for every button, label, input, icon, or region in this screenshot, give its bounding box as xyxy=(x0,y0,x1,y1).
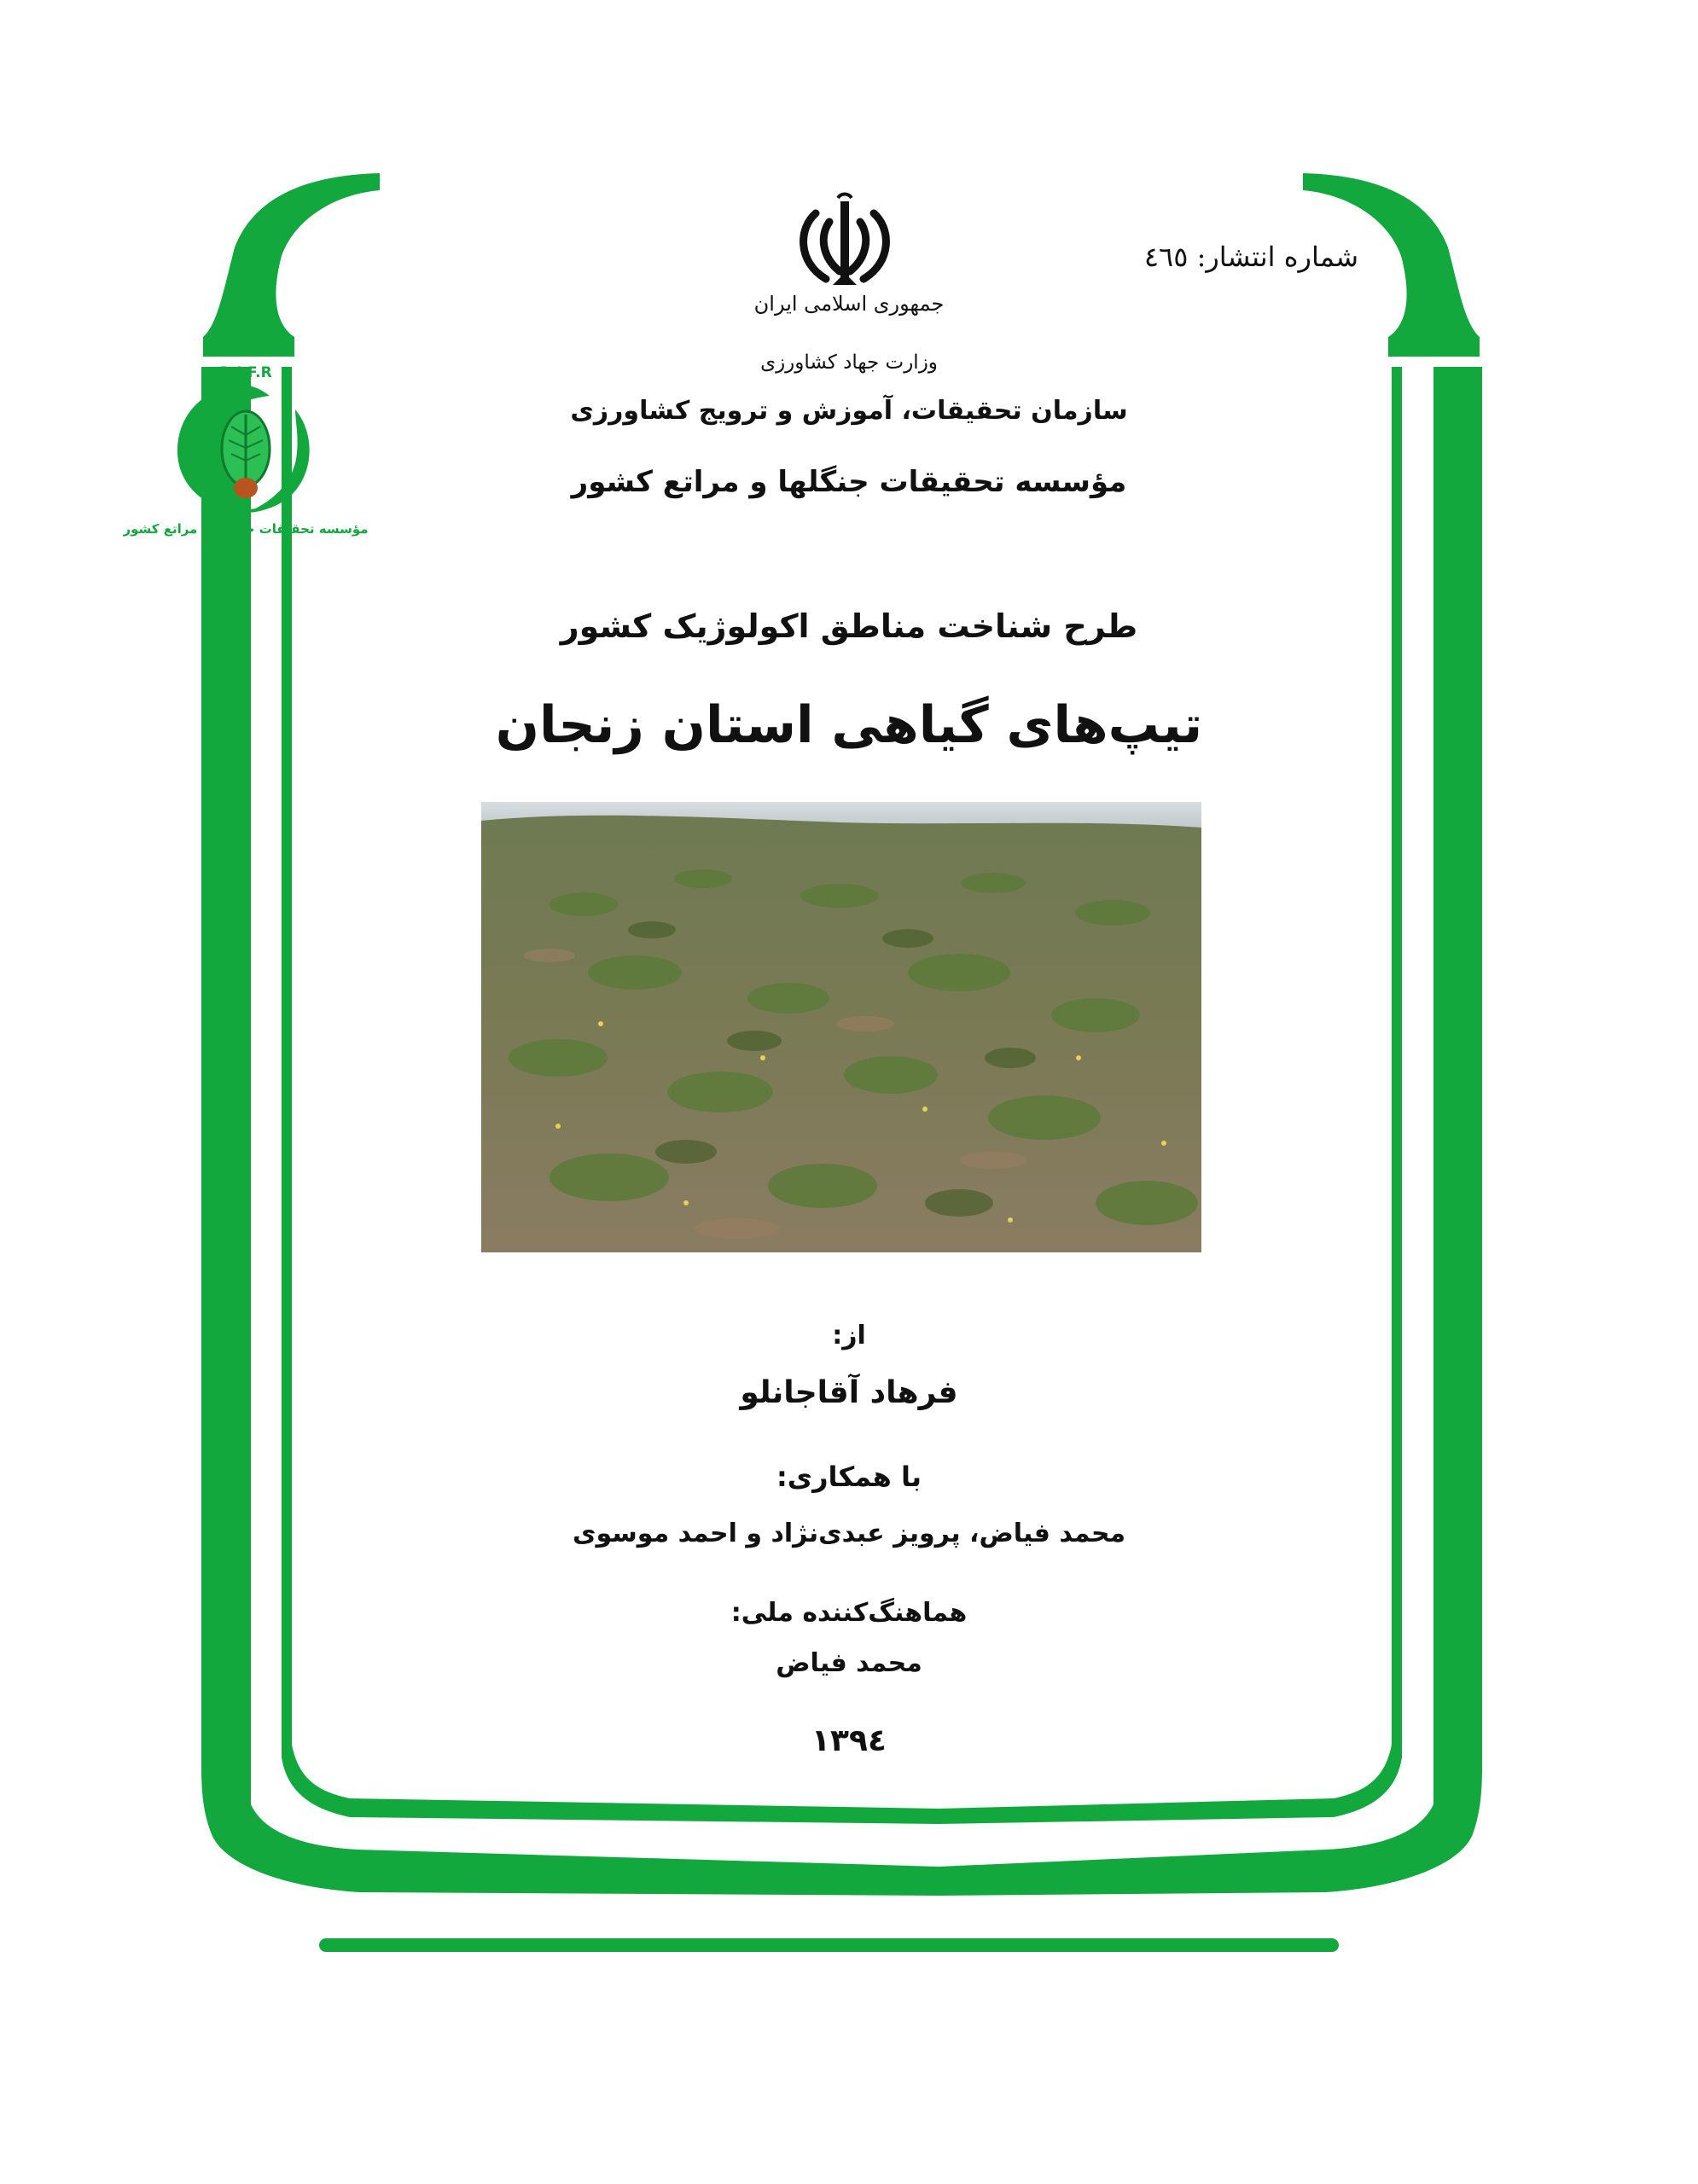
collaboration-label: با همکاری: xyxy=(776,1461,922,1493)
project-title: طرح شناخت مناطق اکولوژیک کشور xyxy=(560,607,1138,645)
author-name: فرهاد آقاجانلو xyxy=(740,1375,958,1410)
rifr-abbrev: R.I.F.R xyxy=(219,364,272,381)
rifr-leaf-logo xyxy=(123,358,369,548)
coordinator-label: هماهنگ‌کننده ملی: xyxy=(730,1598,968,1628)
by-label: از: xyxy=(832,1321,866,1350)
country-name: جمهوری اسلامی ایران xyxy=(753,292,945,316)
coordinator-name: محمد فیاض xyxy=(776,1648,922,1678)
collaborators-names: محمد فیاض، پرویز عبدی‌نژاد و احمد موسوی xyxy=(572,1519,1126,1548)
rifr-caption: مؤسسه تحقیقات جنگلها و مراتع کشور xyxy=(123,521,369,537)
institute-name: مؤسسه تحقیقات جنگلها و مراتع کشور xyxy=(571,465,1127,499)
publication-year: ١٣٩٤ xyxy=(811,1723,887,1758)
organization-name: سازمان تحقیقات، آموزش و ترویج کشاورزی xyxy=(570,396,1128,426)
ministry-name: وزارت جهاد کشاورزی xyxy=(760,351,938,374)
publication-number: شماره انتشار: ٤٦٥ xyxy=(1143,241,1358,273)
rangeland-photo xyxy=(481,802,1201,1252)
iran-emblem-icon xyxy=(792,189,898,292)
main-title: تیپ‌های گیاهی استان زنجان xyxy=(495,695,1203,755)
